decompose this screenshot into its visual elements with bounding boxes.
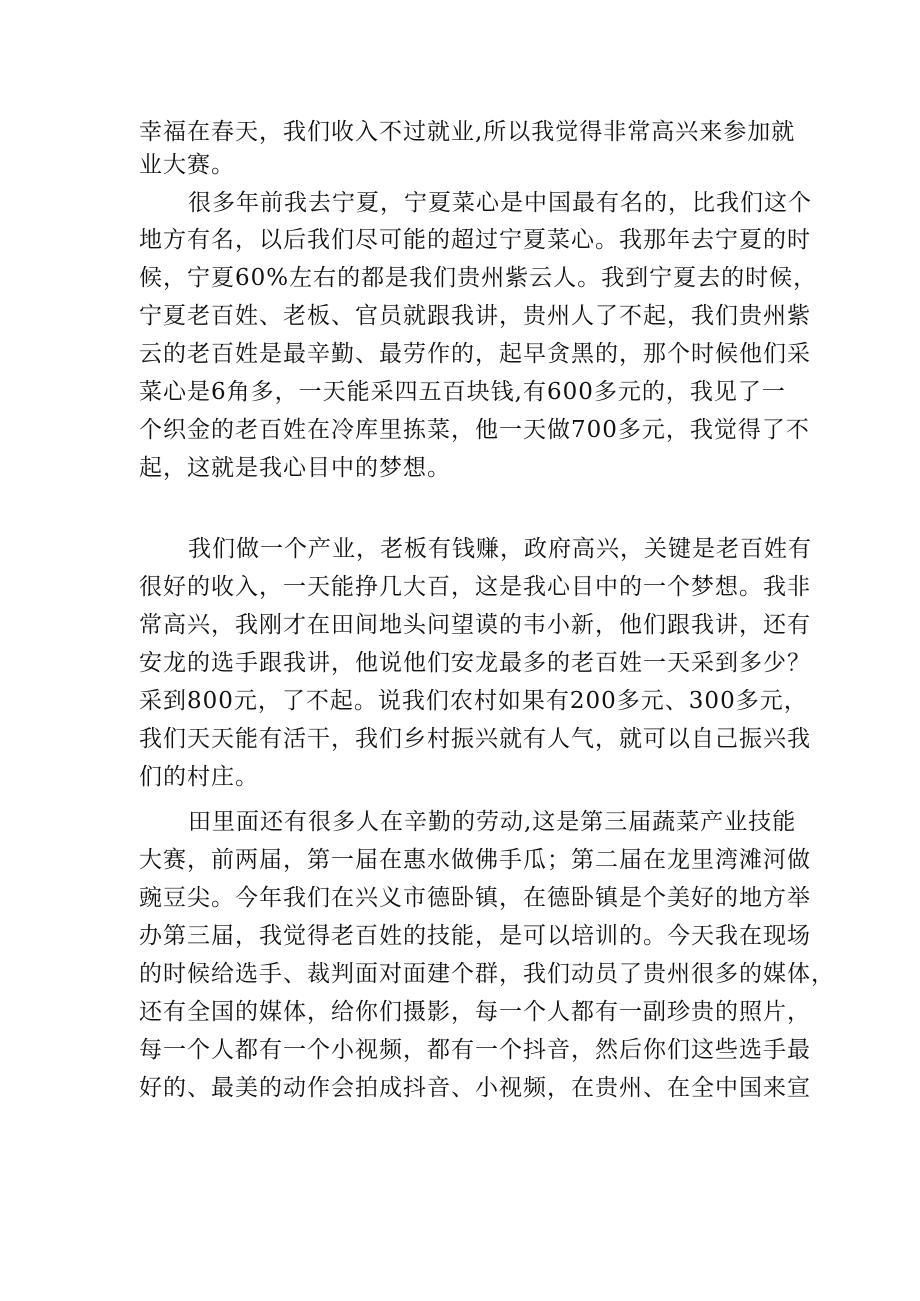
text-line: 办第三届，我觉得老百姓的技能，是可以培训的。今天我在现场 — [139, 923, 811, 949]
text-line: 地方有名，以后我们尽可能的超过宁夏菜心。我那年去宁夏的时 — [139, 227, 811, 253]
text-line: 菜心是6角多，一天能采四五百块钱,有600多元的，我见了一 — [139, 379, 786, 405]
paragraph-start-line: 我们做一个产业，老板有钱赚，政府高兴，关键是老百姓有 — [188, 536, 812, 562]
paragraph-start-line: 田里面还有很多人在辛勤的劳动,这是第三届蔬菜产业技能 — [188, 809, 797, 835]
text-line: 业大赛。 — [139, 152, 235, 178]
text-line: 采到800元，了不起。说我们农村如果有200多元、300多元， — [139, 688, 808, 714]
text-line: 还有全国的媒体，给你们摄影，每一个人都有一副珍贵的照片， — [139, 999, 811, 1025]
text-line: 候，宁夏60%左右的都是我们贵州紫云人。我到宁夏去的时候， — [139, 265, 818, 291]
text-line: 起，这就是我心目中的梦想。 — [139, 455, 451, 481]
text-line: 的时候给选手、裁判面对面建个群，我们动员了贵州很多的媒体， — [139, 961, 835, 987]
text-line: 大赛，前两届，第一届在惠水做佛手瓜；第二届在龙里湾滩河做 — [139, 847, 811, 873]
text-line: 宁夏老百姓、老板、官员就跟我讲，贵州人了不起，我们贵州紫 — [139, 303, 811, 329]
text-line: 个织金的老百姓在冷库里拣菜，他一天做700多元，我觉得了不 — [139, 417, 810, 443]
text-line: 安龙的选手跟我讲，他说他们安龙最多的老百姓一天采到多少？ — [139, 650, 811, 676]
text-line: 很好的收入，一天能挣几大百，这是我心目中的一个梦想。我非 — [139, 574, 811, 600]
text-line: 我们天天能有活干，我们乡村振兴就有人气，就可以自己振兴我 — [139, 726, 811, 752]
text-line: 们的村庄。 — [139, 764, 259, 790]
text-line: 每一个人都有一个小视频，都有一个抖音，然后你们这些选手最 — [139, 1037, 811, 1063]
text-line: 好的、最美的动作会拍成抖音、小视频，在贵州、在全中国来宣 — [139, 1075, 811, 1101]
text-line: 云的老百姓是最辛勤、最劳作的，起早贪黑的，那个时候他们采 — [139, 341, 811, 367]
text-line: 豌豆尖。今年我们在兴义市德卧镇，在德卧镇是个美好的地方举 — [139, 885, 811, 911]
text-line: 常高兴，我刚才在田间地头问望谟的韦小新，他们跟我讲，还有 — [139, 612, 811, 638]
text-line: 幸福在春天，我们收入不过就业,所以我觉得非常高兴来参加就 — [139, 119, 796, 145]
paragraph-start-line: 很多年前我去宁夏，宁夏菜心是中国最有名的，比我们这个 — [188, 190, 812, 216]
